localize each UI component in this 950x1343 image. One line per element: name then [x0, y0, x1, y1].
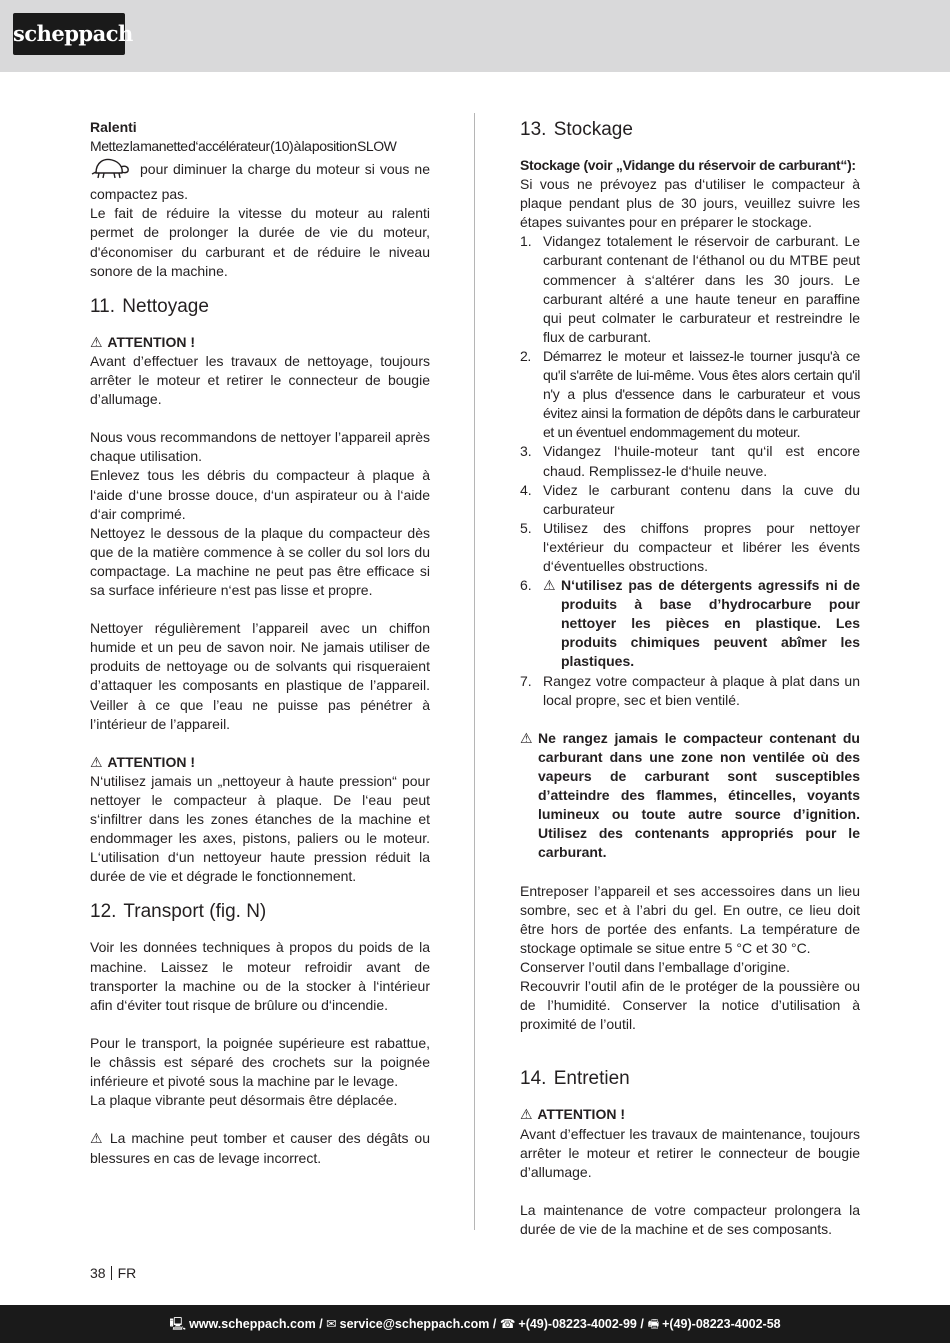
storage-paragraph: Conserver l’outil dans l’emballage d’origine. — [520, 958, 791, 975]
footer-phone: +(49)-08223-4002-99 — [518, 1317, 637, 1331]
cleaning-paragraph: Avant d’effectuer les travaux de nettoyage, toujours arrêter le moteur et retirer le connecteur de bougie d’allumage. — [90, 352, 430, 408]
warning-icon: ⚠ — [520, 729, 533, 746]
section-14-heading: 14. Entretien — [520, 1068, 630, 1090]
right-column — [520, 118, 860, 1239]
ralenti-title: Ralenti — [90, 119, 137, 135]
phone-icon: ☎ — [499, 1317, 516, 1331]
computer-icon: 🖳 — [169, 1317, 187, 1331]
warning-icon: ⚠ — [520, 1106, 533, 1123]
warning-icon: ⚠ — [90, 753, 103, 770]
column-divider — [474, 113, 475, 1230]
warning-icon: ⚠ — [543, 577, 556, 594]
attention-label: ⚠ ATTENTION ! — [90, 753, 430, 772]
storage-warning: ⚠ Ne rangez jamais le compacteur contenant du carburant dans une zone non ventilée où des vapeurs de carburant sont susceptibles d’atteindre des flammes, étincelles, voyants lumineux ou toute autre source d’ignition. Utilisez des contenants appropriés pour le carburant. — [520, 729, 860, 861]
transport-paragraph: Pour le transport, la poignée supérieure est rabattue, le châssis est séparé des crochets sur la poignée inférieure et pivoté sous la machine par le levage. — [90, 1034, 430, 1090]
attention-label: ⚠ ATTENTION ! — [520, 1105, 860, 1124]
storage-steps — [520, 232, 860, 709]
transport-paragraph: La plaque vibrante peut désormais être déplacée. — [90, 1092, 398, 1109]
warning-icon: ⚠ — [90, 333, 103, 350]
cleaning-paragraph: Nettoyer régulièrement l’appareil avec un chiffon humide et un peu de savon noir. Ne jamais utiliser de produits de nettoyage ou de solvants qui risqueraient d’attaquer les composants en plastique de l’appareil. Veiller à ce que l’eau ne puisse pas pénétrer à l’intérieur de l’appareil. — [90, 620, 430, 732]
page-footer: 🖳 www.scheppach.com / ✉ service@scheppach.com / ☎ +(49)-08223-4002-99 / 🖷 +(49)-08223-4002-58 — [0, 1305, 950, 1343]
turtle-icon — [90, 156, 130, 185]
ralenti-line1: Mettez la manette d‘accélérateur (10) à la position SLOW — [90, 138, 397, 155]
attention-label: ⚠ ATTENTION ! — [90, 333, 430, 352]
storage-intro: Si vous ne prévoyez pas d‘utiliser le compacteur à plaque pendant plus de 30 jours, veuillez suivre les étapes suivantes pour en préparer le stockage. — [520, 176, 860, 231]
transport-paragraph: Voir les données techniques à propos du poids de la machine. Laissez le moteur refroidir avant de transporter la machine ou de la stocker à l‘intérieur afin d‘éviter tout risque de brûlure ou d‘incendie. — [90, 939, 430, 1013]
list-item: 6. ⚠ N‘utilisez pas de détergents agressifs ni de produits à base d’hydrocarbure pour nettoyer les pièces en plastique. Les produits chimiques peuvent abîmer les plastiques. — [520, 577, 860, 670]
cleaning-paragraph: Enlevez tous les débris du compacteur à plaque à l‘aide d‘une brosse douce, d‘un aspirateur ou à l‘aide d‘air comprimé. — [90, 467, 430, 522]
transport-warning: ⚠ La machine peut tomber et causer des dégâts ou blessures en cas de levage incorrect. — [90, 1130, 430, 1166]
mail-icon: ✉ — [326, 1317, 337, 1331]
list-item: 4. Videz le carburant contenu dans la cuve du carburateur — [520, 481, 860, 517]
maintenance-paragraph: La maintenance de votre compacteur prolongera la durée de vie de la machine et de ses composants. — [520, 1201, 860, 1237]
cleaning-paragraph: Nettoyez le dessous de la plaque du compacteur dès que de la matière commence à se coller du sol lors du compactage. La machine ne peut pas être efficace si sa surface inférieure n‘est pas lisse et propre. — [90, 524, 430, 598]
storage-paragraph: Recouvrir l’outil afin de le protéger de la poussière ou de l’humidité. Conserver la notice d’utilisation à proximité de l’outil. — [520, 978, 860, 1033]
ralenti-paragraph: Le fait de réduire la vitesse du moteur au ralenti permet de prolonger la durée de vie du moteur, d'économiser du carburant et de réduire le niveau sonore de la machine. — [90, 205, 430, 279]
footer-fax: +(49)-08223-4002-58 — [662, 1317, 781, 1331]
scheppach-logo: scheppach — [13, 13, 125, 55]
list-item: 1. Vidangez totalement le réservoir de carburant. Le carburant contenant de l‘éthanol ou du MTBE peut commencer à s‘altérer dans les 30 jours. Le carburant altéré a une haute teneur en paraffine qui peut colmater le carburateur et restreindre le flux de carburant. — [520, 233, 860, 345]
maintenance-paragraph: Avant d’effectuer les travaux de maintenance, toujours arrêter le moteur et retirer le connecteur de bougie d’allumage. — [520, 1125, 860, 1180]
storage-paragraph: Entreposer l’appareil et ses accessoires dans un lieu sombre, sec et à l’abri du gel. En outre, ce lieu doit être hors de portée des enfants. La température de stockage optimale se situe entre 5 °C et 30 °C. — [520, 882, 860, 956]
section-11-heading: 11. Nettoyage — [90, 295, 209, 317]
list-item: 7. Rangez votre compacteur à plaque à plat dans un local propre, sec et bien ventilé. — [520, 672, 860, 708]
warning-icon: ⚠ — [90, 1130, 103, 1147]
list-item: 3. Vidangez l‘huile-moteur tant qu‘il est encore chaud. Remplissez-le d‘huile neuve. — [520, 443, 860, 479]
page-number: 38 FR — [90, 1265, 137, 1281]
fax-icon: 🖷 — [647, 1317, 660, 1331]
footer-email[interactable]: service@scheppach.com — [339, 1317, 490, 1331]
section-12-heading: 12. Transport (fig. N) — [90, 901, 267, 923]
cleaning-paragraph: Nous vous recommandons de nettoyer l’appareil après chaque utilisation. — [90, 429, 430, 465]
left-column — [90, 118, 430, 1168]
footer-website[interactable]: www.scheppach.com — [189, 1317, 316, 1331]
storage-subtitle: Stockage (voir „Vidange du réservoir de carburant“): — [520, 157, 856, 173]
cleaning-paragraph: N‘utilisez jamais un „nettoyeur à haute pression“ pour nettoyer le compacteur à plaque. De l‘eau peut s‘infiltrer dans les zones étanches de la machine et endommager les axes, pistons, paliers ou le moteur. L‘utilisation d‘un nettoyeur haute pression réduit la durée de vie et dégrade le fonctionnement. — [90, 772, 430, 885]
list-item: 5. Utilisez des chiffons propres pour nettoyer l‘extérieur du compacteur et libérer les évents d‘éventuelles obstructions. — [520, 519, 860, 574]
list-item: 2. Démarrez le moteur et laissez-le tourner jusqu'à ce qu'il s'arrête de lui-même. Vous êtes alors certain qu'il n'y a plus d'essence dans le carburateur et vous évitez ainsi la formation de dépôts dans le carburateur et un éventuel endommagement du moteur. — [520, 347, 860, 441]
ralenti-line2: pour diminuer la charge du moteur si vous ne compactez pas. — [90, 156, 430, 204]
page-header — [0, 0, 950, 72]
section-13-heading: 13. Stockage — [520, 119, 633, 140]
